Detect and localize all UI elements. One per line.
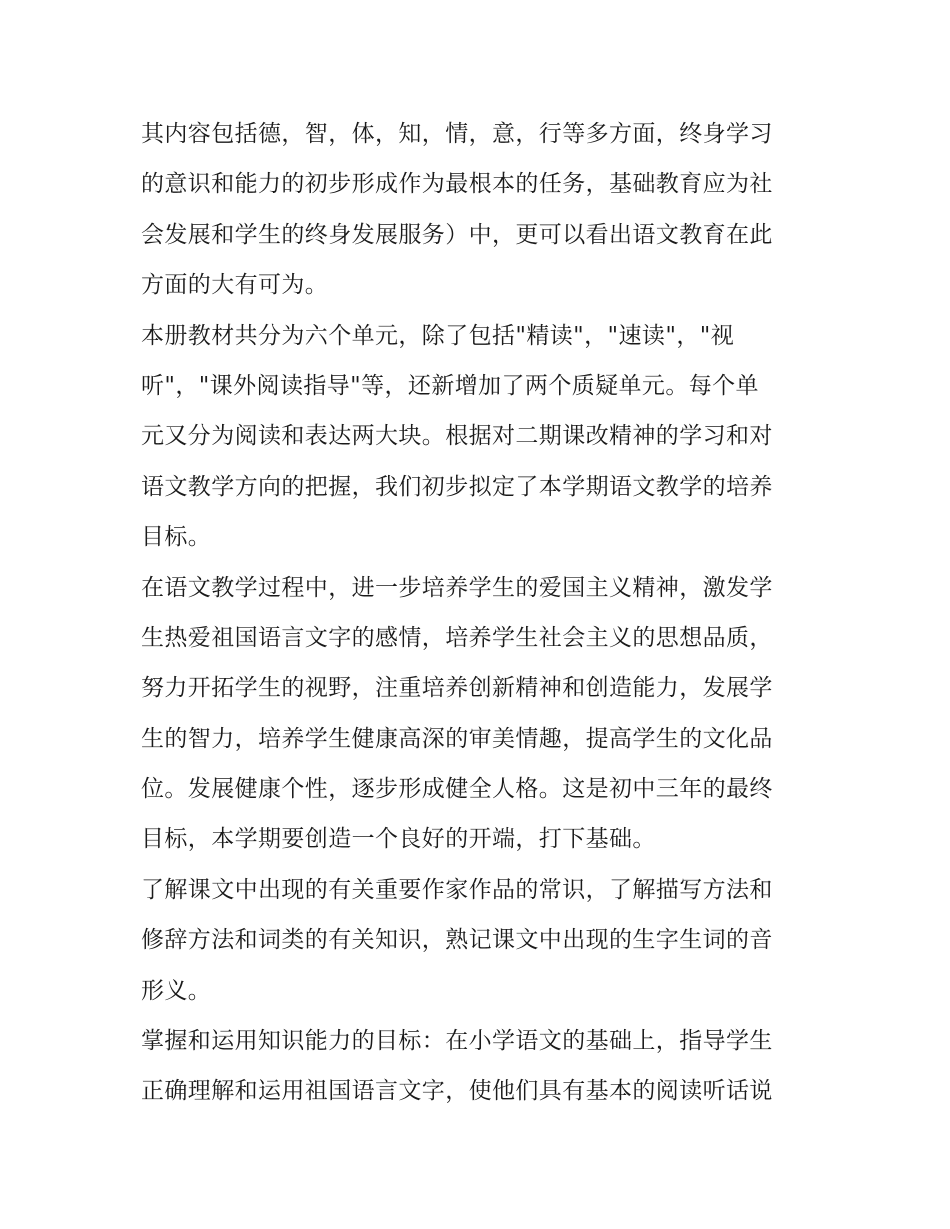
text-line: 掌握和运用知识能力的目标：在小学语文的基础上，指导学生 — [141, 1028, 773, 1055]
text-line: 形义。 — [141, 977, 212, 1004]
text-line: 其内容包括德，智，体，知，情，意，行等多方面，终身学习 — [141, 121, 773, 147]
text-line: 在语文教学过程中，进一步培养学生的爱国主义精神，激发学 — [141, 574, 773, 601]
paragraph-5 — [141, 1016, 813, 1117]
text-line: 了解课文中出现的有关重要作家作品的常识，了解描写方法和 — [141, 876, 773, 903]
paragraph-2 — [141, 311, 813, 563]
text-line: 努力开拓学生的视野，注重培养创新精神和创造能力，发展学 — [141, 675, 773, 702]
text-line: 位。发展健康个性，逐步形成健全人格。这是初中三年的最终 — [141, 776, 773, 803]
paragraph-3 — [141, 563, 813, 865]
text-line: 方面的大有可为。 — [141, 272, 329, 299]
text-line: 本册教材共分为六个单元，除了包括"精读"，"速读"，"视 — [141, 322, 735, 349]
text-line: 目标，本学期要创造一个良好的开端，打下基础。 — [141, 826, 656, 853]
document-body — [141, 109, 813, 1117]
paragraph-1 — [141, 109, 813, 311]
text-line: 生的智力，培养学生健康高深的审美情趣，提高学生的文化品 — [141, 725, 773, 752]
text-line: 修辞方法和词类的有关知识，熟记课文中出现的生字生词的音 — [141, 927, 773, 954]
paragraph-4 — [141, 865, 813, 1016]
text-line: 元又分为阅读和表达两大块。根据对二期课改精神的学习和对 — [141, 423, 773, 450]
text-line: 的意识和能力的初步形成作为最根本的任务，基础教育应为社 — [141, 171, 773, 198]
text-line: 听"，"课外阅读指导"等，还新增加了两个质疑单元。每个单 — [141, 372, 759, 399]
text-line: 正确理解和运用祖国语言文字，使他们具有基本的阅读听话说 — [141, 1078, 773, 1105]
text-line: 会发展和学生的终身发展服务）中，更可以看出语文教育在此 — [141, 221, 773, 248]
text-line: 目标。 — [141, 524, 212, 551]
text-line: 生热爱祖国语言文字的感情，培养学生社会主义的思想品质， — [141, 624, 773, 651]
text-line: 语文教学方向的把握，我们初步拟定了本学期语文教学的培养 — [141, 473, 773, 500]
